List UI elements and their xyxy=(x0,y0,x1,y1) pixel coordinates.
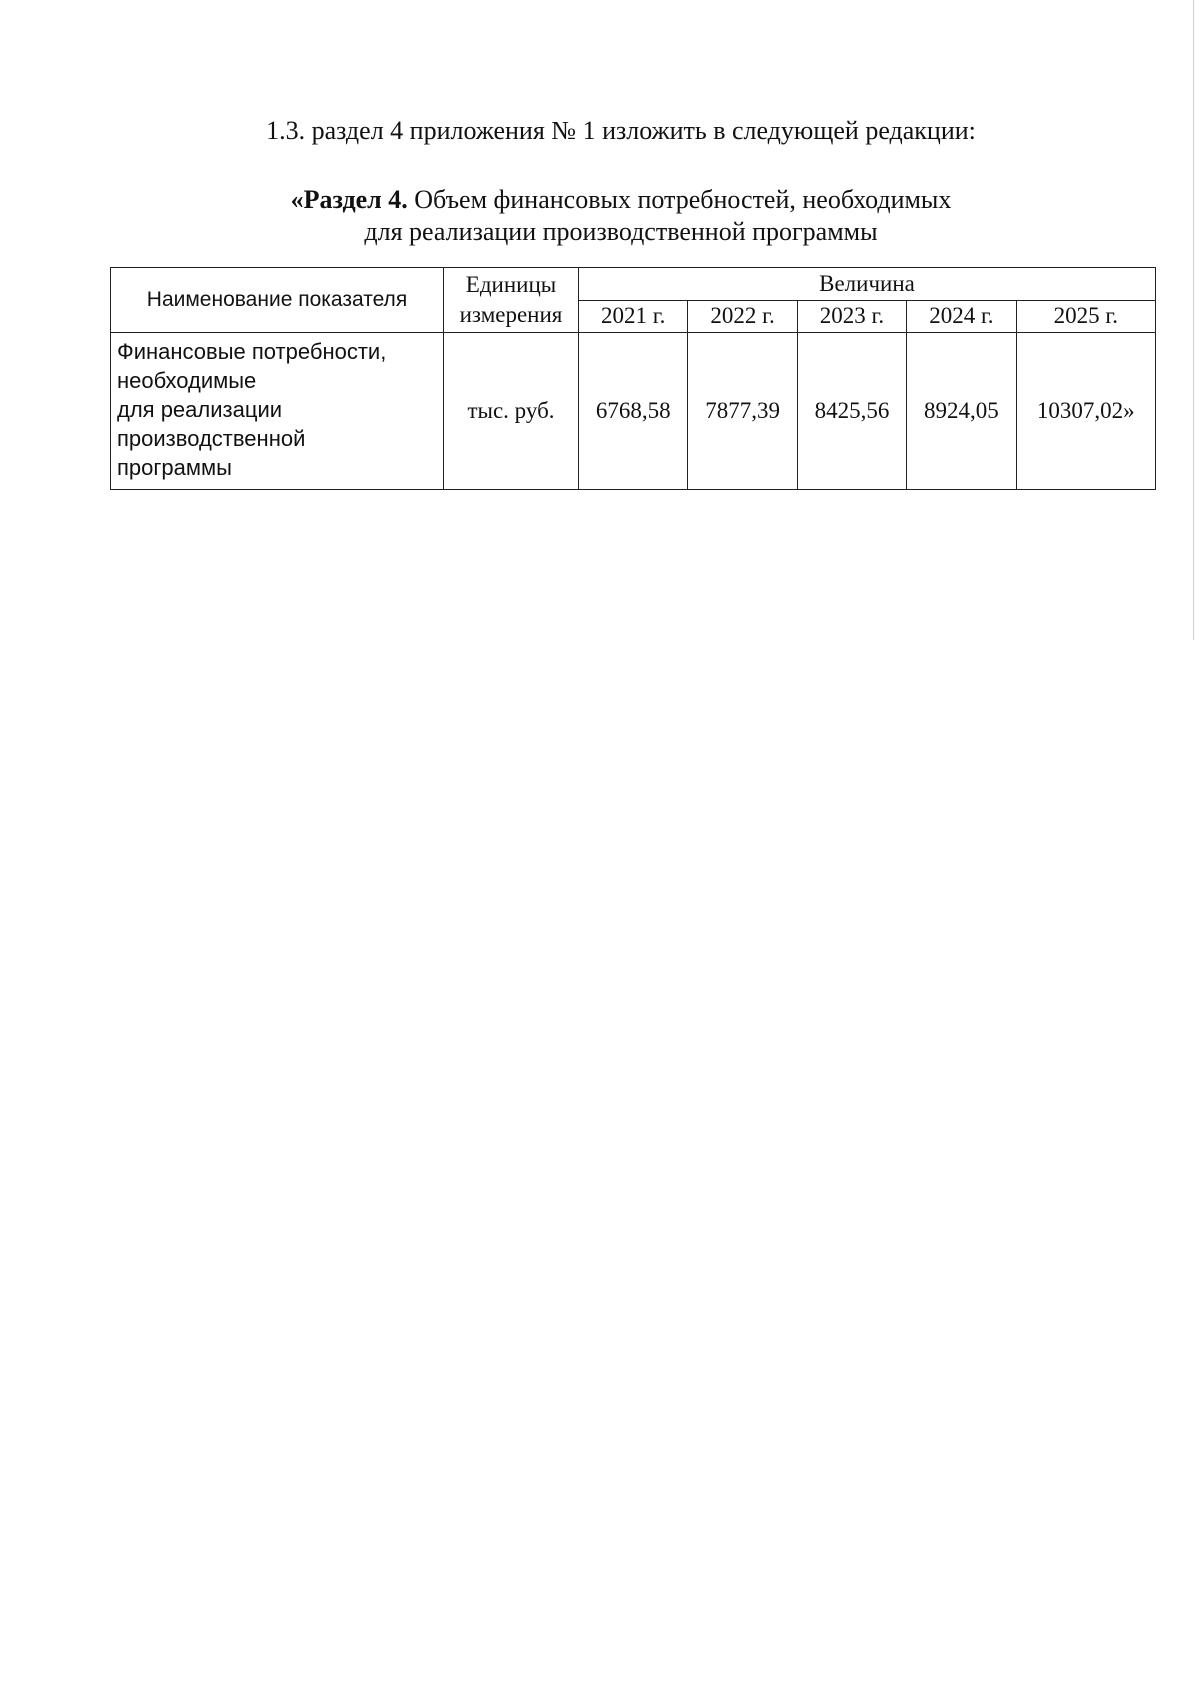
row-name-line: Финансовые потребности, xyxy=(117,339,387,364)
section-heading-line1: Объем финансовых потребностей, необходимых xyxy=(414,185,952,214)
intro-paragraph: 1.3. раздел 4 приложения № 1 изложить в следующей редакции: xyxy=(266,116,976,145)
section-heading-line2: для реализации производственной программы xyxy=(364,217,878,246)
section-heading-bold: «Раздел 4. xyxy=(290,185,408,214)
row-name-line: необходимые xyxy=(117,368,257,393)
row-value: 7877,39 xyxy=(688,333,797,490)
table-header-row xyxy=(111,268,1156,301)
row-name-line: производственной xyxy=(117,426,306,451)
scan-edge-line xyxy=(1193,0,1194,640)
header-unit xyxy=(444,268,579,333)
row-name-line: программы xyxy=(117,455,232,480)
header-year: 2022 г. xyxy=(688,300,797,333)
header-value-group: Величина xyxy=(579,268,1156,301)
header-year: 2024 г. xyxy=(907,300,1016,333)
row-value: 8924,05 xyxy=(907,333,1016,490)
header-year: 2021 г. xyxy=(579,300,688,333)
table-row xyxy=(111,333,1156,490)
row-name-line: для реализации xyxy=(117,397,283,422)
row-value: 6768,58 xyxy=(579,333,688,490)
header-unit-line2: измерения xyxy=(459,302,563,327)
header-unit-line1: Единицы xyxy=(465,272,557,297)
header-year: 2023 г. xyxy=(797,300,906,333)
row-value: 8425,56 xyxy=(797,333,906,490)
header-indicator-name: Наименование показателя xyxy=(111,268,444,333)
row-value: 10307,02» xyxy=(1016,333,1155,490)
section-heading xyxy=(0,184,1200,248)
row-unit: тыс. руб. xyxy=(444,333,579,490)
header-year: 2025 г. xyxy=(1016,300,1155,333)
row-indicator-name xyxy=(111,333,444,490)
financial-needs-table xyxy=(110,267,1156,490)
